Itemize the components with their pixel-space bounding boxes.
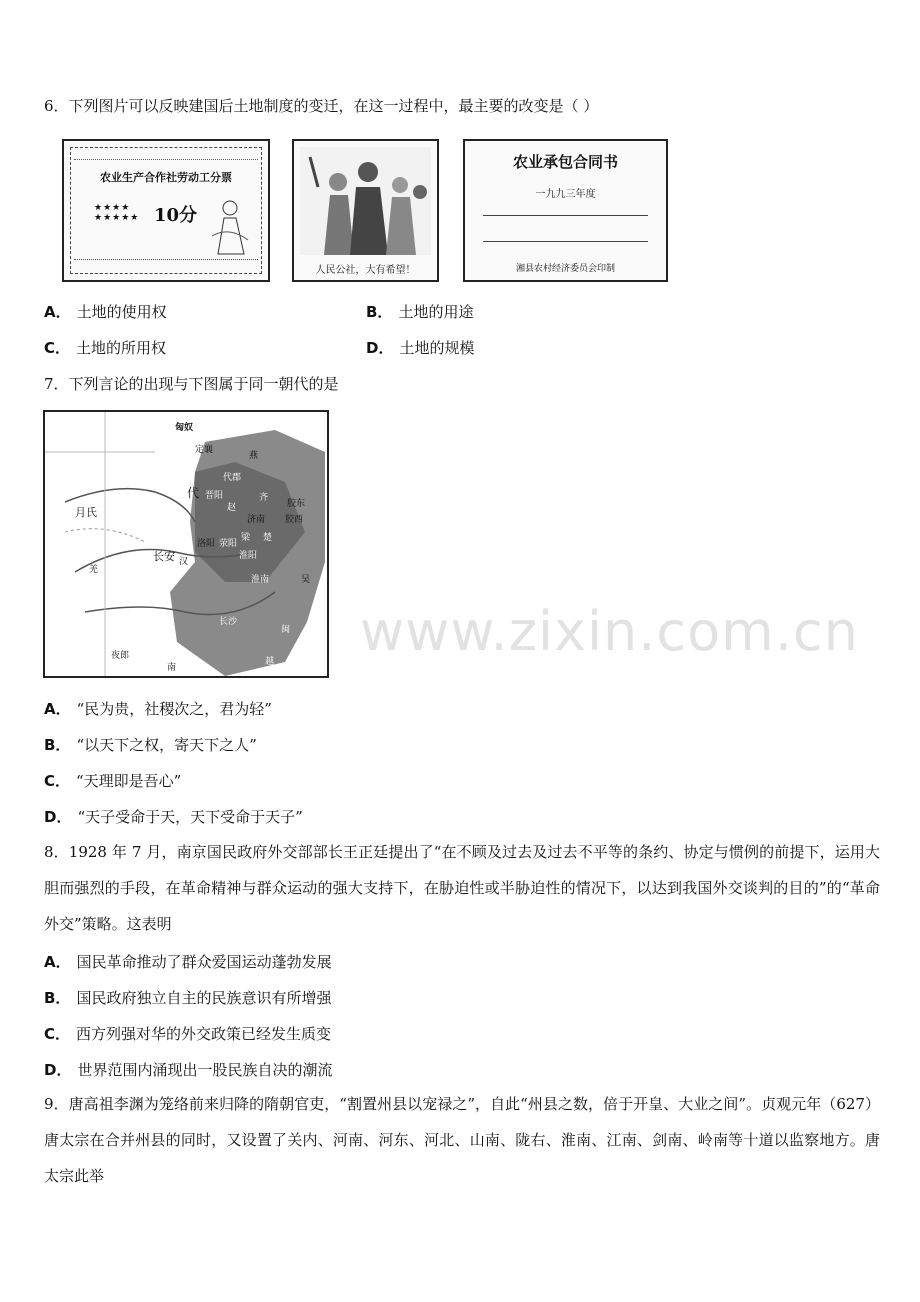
- map-label: 淮阳: [239, 551, 258, 561]
- map-label: 匈奴: [175, 423, 194, 433]
- map-label: 胶西: [285, 515, 304, 525]
- q9-stem: 9．唐高祖李渊为笼络前来归降的隋朝官吏，“割置州县以宠禄之”，自此“州县之数，倍于开皇、大业之间”。贞观元年（627）唐太宗在合并州县的同时，又设置了关内、河南、河东、河北、山南、陇右、淮南、江南、剑南、岭南等十道以监察地方。唐太宗此举: [44, 1095, 880, 1185]
- contract-footer: 湘县农村经济委员会印制: [515, 264, 615, 274]
- q7-option-d[interactable]: D． “天子受命于天，天下受命于天子”: [44, 808, 303, 826]
- work-point-ticket-image: 农业生产合作社劳动工分票 ★★★★ ★★★★★ 10分: [62, 139, 270, 282]
- map-label: 羌: [89, 565, 99, 575]
- watermark: www.zixin.com.cn: [360, 600, 859, 663]
- map-label: 汉: [179, 557, 189, 567]
- commune-poster-image: [292, 139, 439, 282]
- map-label: 胶东: [287, 499, 306, 509]
- q7-option-c[interactable]: C． “天理即是吾心”: [44, 772, 182, 790]
- map-label: 晋阳: [205, 491, 224, 501]
- q7-option-b[interactable]: B． “以天下之权，寄天下之人”: [44, 736, 257, 754]
- contract-image: [463, 139, 668, 282]
- map-label: 夜郎: [111, 651, 130, 661]
- map-label: 南: [167, 663, 177, 673]
- map-label: 吴: [301, 575, 311, 585]
- q6-stem: 6．下列图片可以反映建国后土地制度的变迁，在这一过程中，最主要的改变是（ ）: [44, 97, 599, 115]
- poster-caption: 人民公社，大有希望！: [315, 265, 416, 276]
- contract-title: 农业承包合同书: [512, 153, 618, 171]
- map-label: 赵: [227, 503, 237, 513]
- q6-option-a[interactable]: A． 土地的使用权: [44, 303, 167, 321]
- ticket-value: 10分: [154, 205, 198, 226]
- map-label: 洛阳: [197, 539, 216, 549]
- contract-year: 一九九三年度: [535, 189, 596, 200]
- map-label: 齐: [259, 493, 269, 503]
- ticket-title: 农业生产合作社劳动工分票: [100, 171, 232, 184]
- q7-option-a[interactable]: A． “民为贵，社稷次之，君为轻”: [44, 700, 272, 718]
- map-label: 代郡: [223, 473, 242, 483]
- map-label: 闽: [281, 625, 291, 635]
- map-label: 长安: [153, 550, 175, 563]
- people-group-icon: [300, 147, 431, 255]
- q8-option-d[interactable]: D． 世界范围内涌现出一股民族自决的潮流: [44, 1061, 333, 1079]
- q7-stem: 7．下列言论的出现与下图属于同一朝代的是: [44, 375, 339, 393]
- q8-option-a[interactable]: A． 国民革命推动了群众爱国运动蓬勃发展: [44, 953, 332, 971]
- map-label: 淮南: [251, 575, 270, 585]
- map-label: 济南: [247, 515, 266, 525]
- q6-option-b[interactable]: B． 土地的用途: [366, 303, 474, 321]
- q6-option-d[interactable]: D． 土地的规模: [366, 339, 475, 357]
- map-label: 燕: [249, 451, 259, 461]
- q8-option-c[interactable]: C． 西方列强对华的外交政策已经发生质变: [44, 1025, 332, 1043]
- map-label: 荥阳: [219, 539, 238, 549]
- q8-option-b[interactable]: B． 国民政府独立自主的民族意识有所增强: [44, 989, 332, 1007]
- farmer-figure-icon: [204, 196, 254, 256]
- map-label: 定襄: [195, 445, 214, 455]
- map-label: 代: [187, 486, 200, 500]
- map-label: 楚: [263, 533, 273, 543]
- han-dynasty-map: [43, 410, 329, 678]
- map-label: 越: [265, 657, 275, 667]
- q8-stem: 8．1928 年 7 月，南京国民政府外交部部长王正廷提出了“在不顾及过去及过去不平等的条约、协定与惯例的前提下，运用大胆而强烈的手段，在革命精神与群众运动的强大支持下，在胁迫性或半胁迫性的情况下，以达到我国外交谈判的目的”的“革命外交”策略。这表明: [44, 843, 880, 933]
- map-label: 梁: [241, 533, 251, 543]
- q6-option-c[interactable]: C． 土地的所用权: [44, 339, 167, 357]
- map-label: 长沙: [219, 617, 238, 627]
- map-label: 月氏: [75, 506, 97, 519]
